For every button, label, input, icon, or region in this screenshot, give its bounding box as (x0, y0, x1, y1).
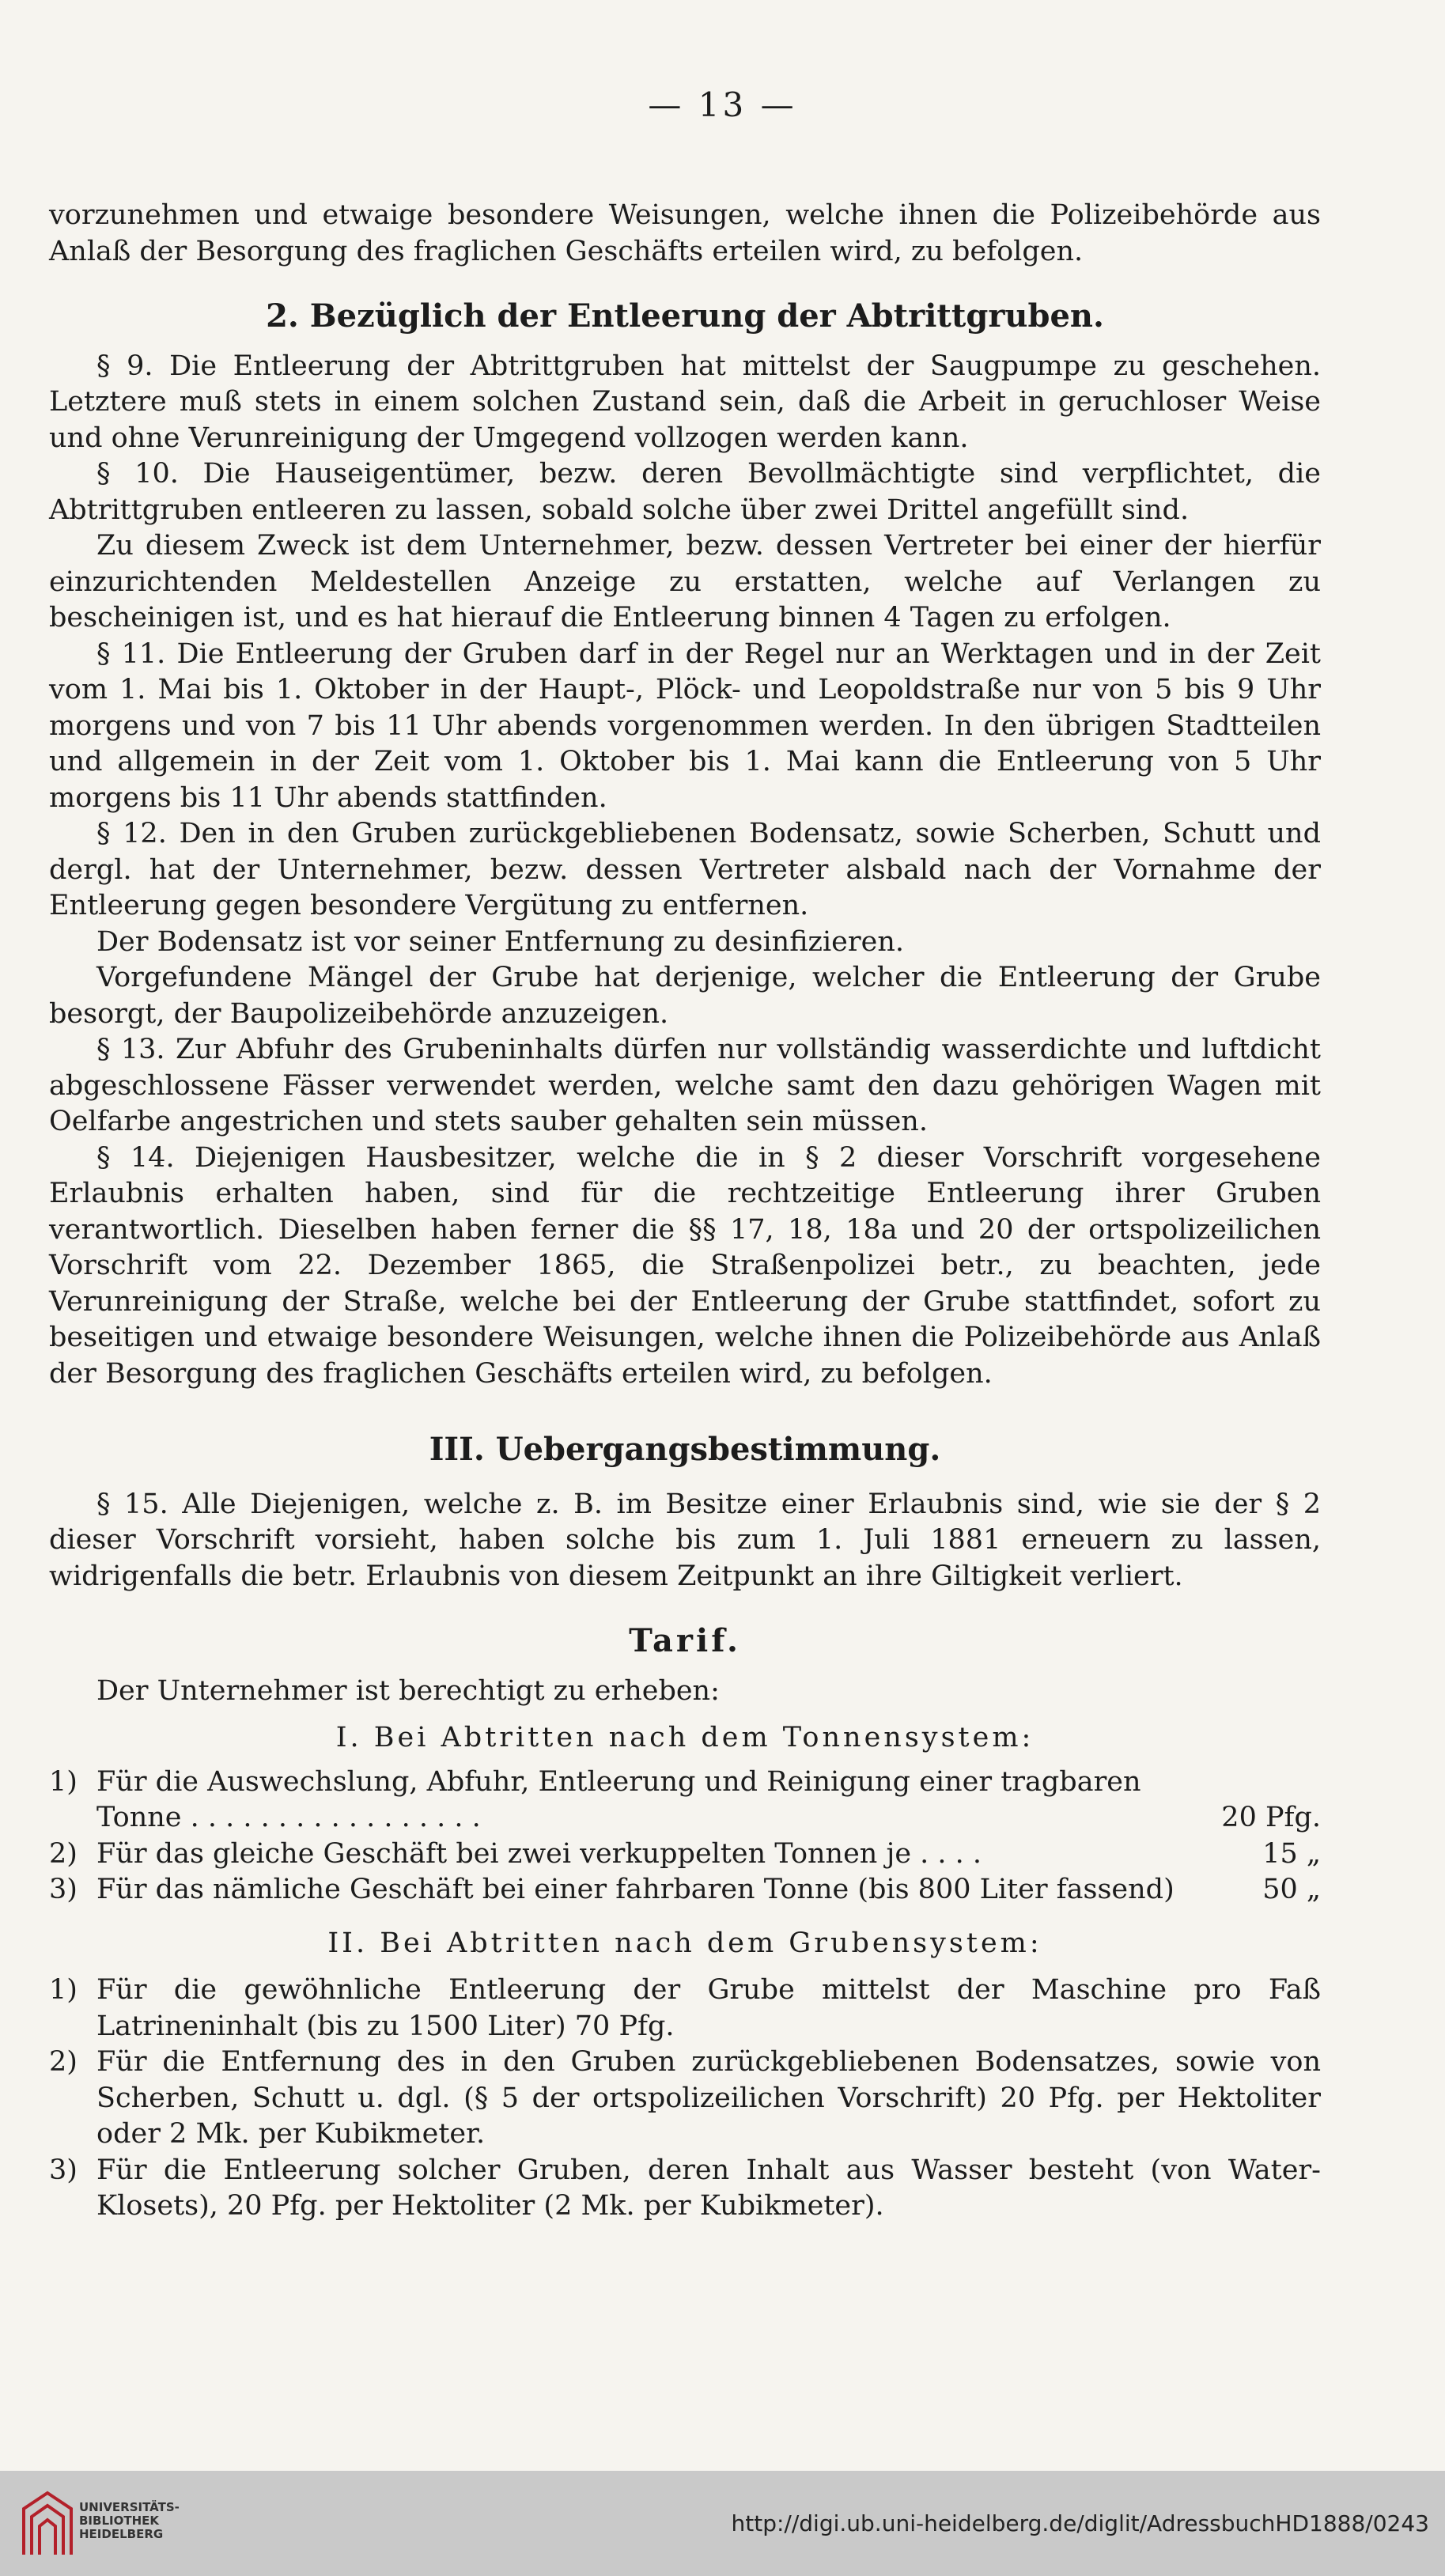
tarif-intro: Der Unternehmer ist berechtigt zu erheben: (96, 1674, 720, 1707)
paragraph-s12c: Vorgefundene Mängel der Grube hat derjenige, welcher die Entleerung der Grube besorgt, der Baupolizeibehörde anzuzeigen. (49, 962, 1321, 1030)
paragraph-s10b: Zu diesem Zweck ist dem Unternehmer, bezw. dessen Vertreter bei einer der hierfür einzurichtenden Meldestellen Anzeige zu erstatten, welche auf Verlangen zu bescheinigen ist, und es hat hierauf die Entleerung binnen 4 Tagen zu erfolgen. (49, 530, 1321, 634)
tarif-1-item-3 (49, 1872, 1321, 1908)
item-number: 3) (49, 1874, 78, 1905)
item-text: Für die Entfernung des in den Gruben zurückgebliebenen Bodensatzes, sowie von Scherben, Schutt u. dgl. (§ 5 der ortspolizeilichen Vorschrift) 20 Pfg. per Hektoliter oder 2 Mk. per Kubikmeter. (96, 2046, 1321, 2150)
paragraph-s10: § 10. Die Hauseigentümer, bezw. deren Bevollmächtigte sind verpflichtet, die Abtrittgruben entleeren zu lassen, sobald solche über zwei Drittel angefüllt sind. (49, 458, 1321, 526)
intro-paragraph: vorzunehmen und etwaige besondere Weisungen, welche ihnen die Polizeibehörde aus Anlaß der Besorgung des fraglichen Geschäfts erteilen wird, zu befolgen. (49, 199, 1321, 267)
item-text: Für die Entleerung solcher Gruben, deren Inhalt aus Wasser besteht (von Water-Klosets), 20 Pfg. per Hektoliter (2 Mk. per Kubikmeter). (96, 2154, 1321, 2222)
paragraph-s13: § 13. Zur Abfuhr des Grubeninhalts dürfen nur vollständig wasserdichte und luftdicht abgeschlossene Fässer verwendet werden, welche samt den dazu gehörigen Wagen mit Oelfarbe angestrichen und stets sauber gehalten sein müssen. (49, 1034, 1321, 1137)
item-text: Für das gleiche Geschäft bei zwei verkuppelten Tonnen je . . . . (96, 1837, 982, 1870)
item-price: 20 Pfg. (1221, 1802, 1321, 1833)
section-3-heading: III. Uebergangsbestimmung. (429, 1431, 941, 1468)
paragraph-s9: § 9. Die Entleerung der Abtrittgruben hat mittelst der Saugpumpe zu geschehen. Letztere muß stets in einem solchen Zustand sein, daß die Arbeit in geruchloser Weise und ohne Verunreinigung der Umgegend vollzogen werden kann. (49, 350, 1321, 454)
tarif-2-item-1 (49, 1973, 1321, 2045)
tarif-part-1-heading: I. Bei Abtritten nach dem Tonnensystem: (335, 1722, 1035, 1753)
tarif-heading: Tarif. (629, 1622, 741, 1659)
item-text: Für das nämliche Geschäft bei einer fahrbaren Tonne (bis 800 Liter fassend) (96, 1874, 1175, 1905)
item-number: 3) (49, 2154, 78, 2186)
tarif-1-item-2 (49, 1836, 1321, 1873)
viewer-footer (0, 2471, 1445, 2576)
source-url-link[interactable]: http://digi.ub.uni-heidelberg.de/diglit/AdressbuchHD1888/0243 (731, 2510, 1429, 2536)
tarif-2-item-3 (49, 2153, 1321, 2225)
page-number: — 13 — (648, 85, 797, 124)
item-number: 2) (49, 1837, 78, 1870)
tarif-2-item-2 (49, 2045, 1321, 2153)
library-name: UNIVERSITÄTS- BIBLIOTHEK HEIDELBERG (79, 2500, 180, 2541)
paragraph-s14: § 14. Diejenigen Hausbesitzer, welche die in § 2 dieser Vorschrift vorgesehene Erlaubnis erhalten haben, sind für die rechtzeitige Entleerung ihrer Gruben verantwortlich. Dieselben haben ferner die §§ 17, 18, 18a und 20 der ortspolizeilichen Vorschrift vom 22. Dezember 1865, die Straßenpolizei betr., zu beachten, jede Verunreinigung der Straße, welche bei der Entleerung der Grube stattfindet, sofort zu beseitigen und etwaige besondere Weisungen, welche ihnen die Polizeibehörde aus Anlaß der Besorgung des fraglichen Geschäfts erteilen wird, zu befolgen. (49, 1141, 1321, 1390)
item-number: 2) (49, 2046, 78, 2078)
item-text-continued: Tonne . . . . . . . . . . . . . . . . . (96, 1802, 481, 1833)
tarif-1-item-1 (49, 1765, 1321, 1836)
item-text: Für die gewöhnliche Entleerung der Grube mittelst der Maschine pro Faß Latrineninhalt (bis zu 1500 Liter) 70 Pfg. (96, 1974, 1321, 2042)
item-price: 15 „ (1262, 1837, 1321, 1870)
item-text: Für die Auswechslung, Abfuhr, Entleerung und Reinigung einer tragbaren (96, 1765, 1141, 1798)
paragraph-s15: § 15. Alle Diejenigen, welche z. B. im Besitze einer Erlaubnis sind, wie sie der § 2 dieser Vorschrift vorsieht, haben solche bis zum 1. Juli 1881 erneuern zu lassen, widrigenfalls die betr. Erlaubnis von diesem Zeitpunkt an ihre Giltigkeit verliert. (49, 1488, 1321, 1592)
paragraph-s11: § 11. Die Entleerung der Gruben darf in der Regel nur an Werktagen und in der Zeit vom 1. Mai bis 1. Oktober in der Haupt-, Plöck- und Leopoldstraße nur von 5 bis 9 Uhr morgens und von 7 bis 11 Uhr abends vorgenommen werden. In den übrigen Stadtteilen und allgemein in der Zeit vom 1. Oktober bis 1. Mai kann die Entleerung von 5 Uhr morgens bis 11 Uhr abends stattfinden. (49, 637, 1321, 814)
section-2-heading: 2. Bezüglich der Entleerung der Abtrittgruben. (266, 297, 1104, 335)
tarif-part-2-heading: II. Bei Abtritten nach dem Grubensystem: (327, 1927, 1042, 1959)
item-price: 50 „ (1262, 1874, 1321, 1905)
item-number: 1) (49, 1974, 78, 2006)
library-logo-icon (17, 2485, 79, 2561)
paragraph-s12: § 12. Den in den Gruben zurückgebliebenen Bodensatz, sowie Scherben, Schutt und dergl. hat der Unternehmer, bezw. dessen Vertreter alsbald nach der Vornahme der Entleerung gegen besondere Vergütung zu entfernen. (49, 818, 1321, 921)
paragraph-s12b: Der Bodensatz ist vor seiner Entfernung zu desinfizieren. (96, 925, 904, 958)
item-number: 1) (49, 1765, 78, 1798)
body-text (49, 198, 1321, 2225)
